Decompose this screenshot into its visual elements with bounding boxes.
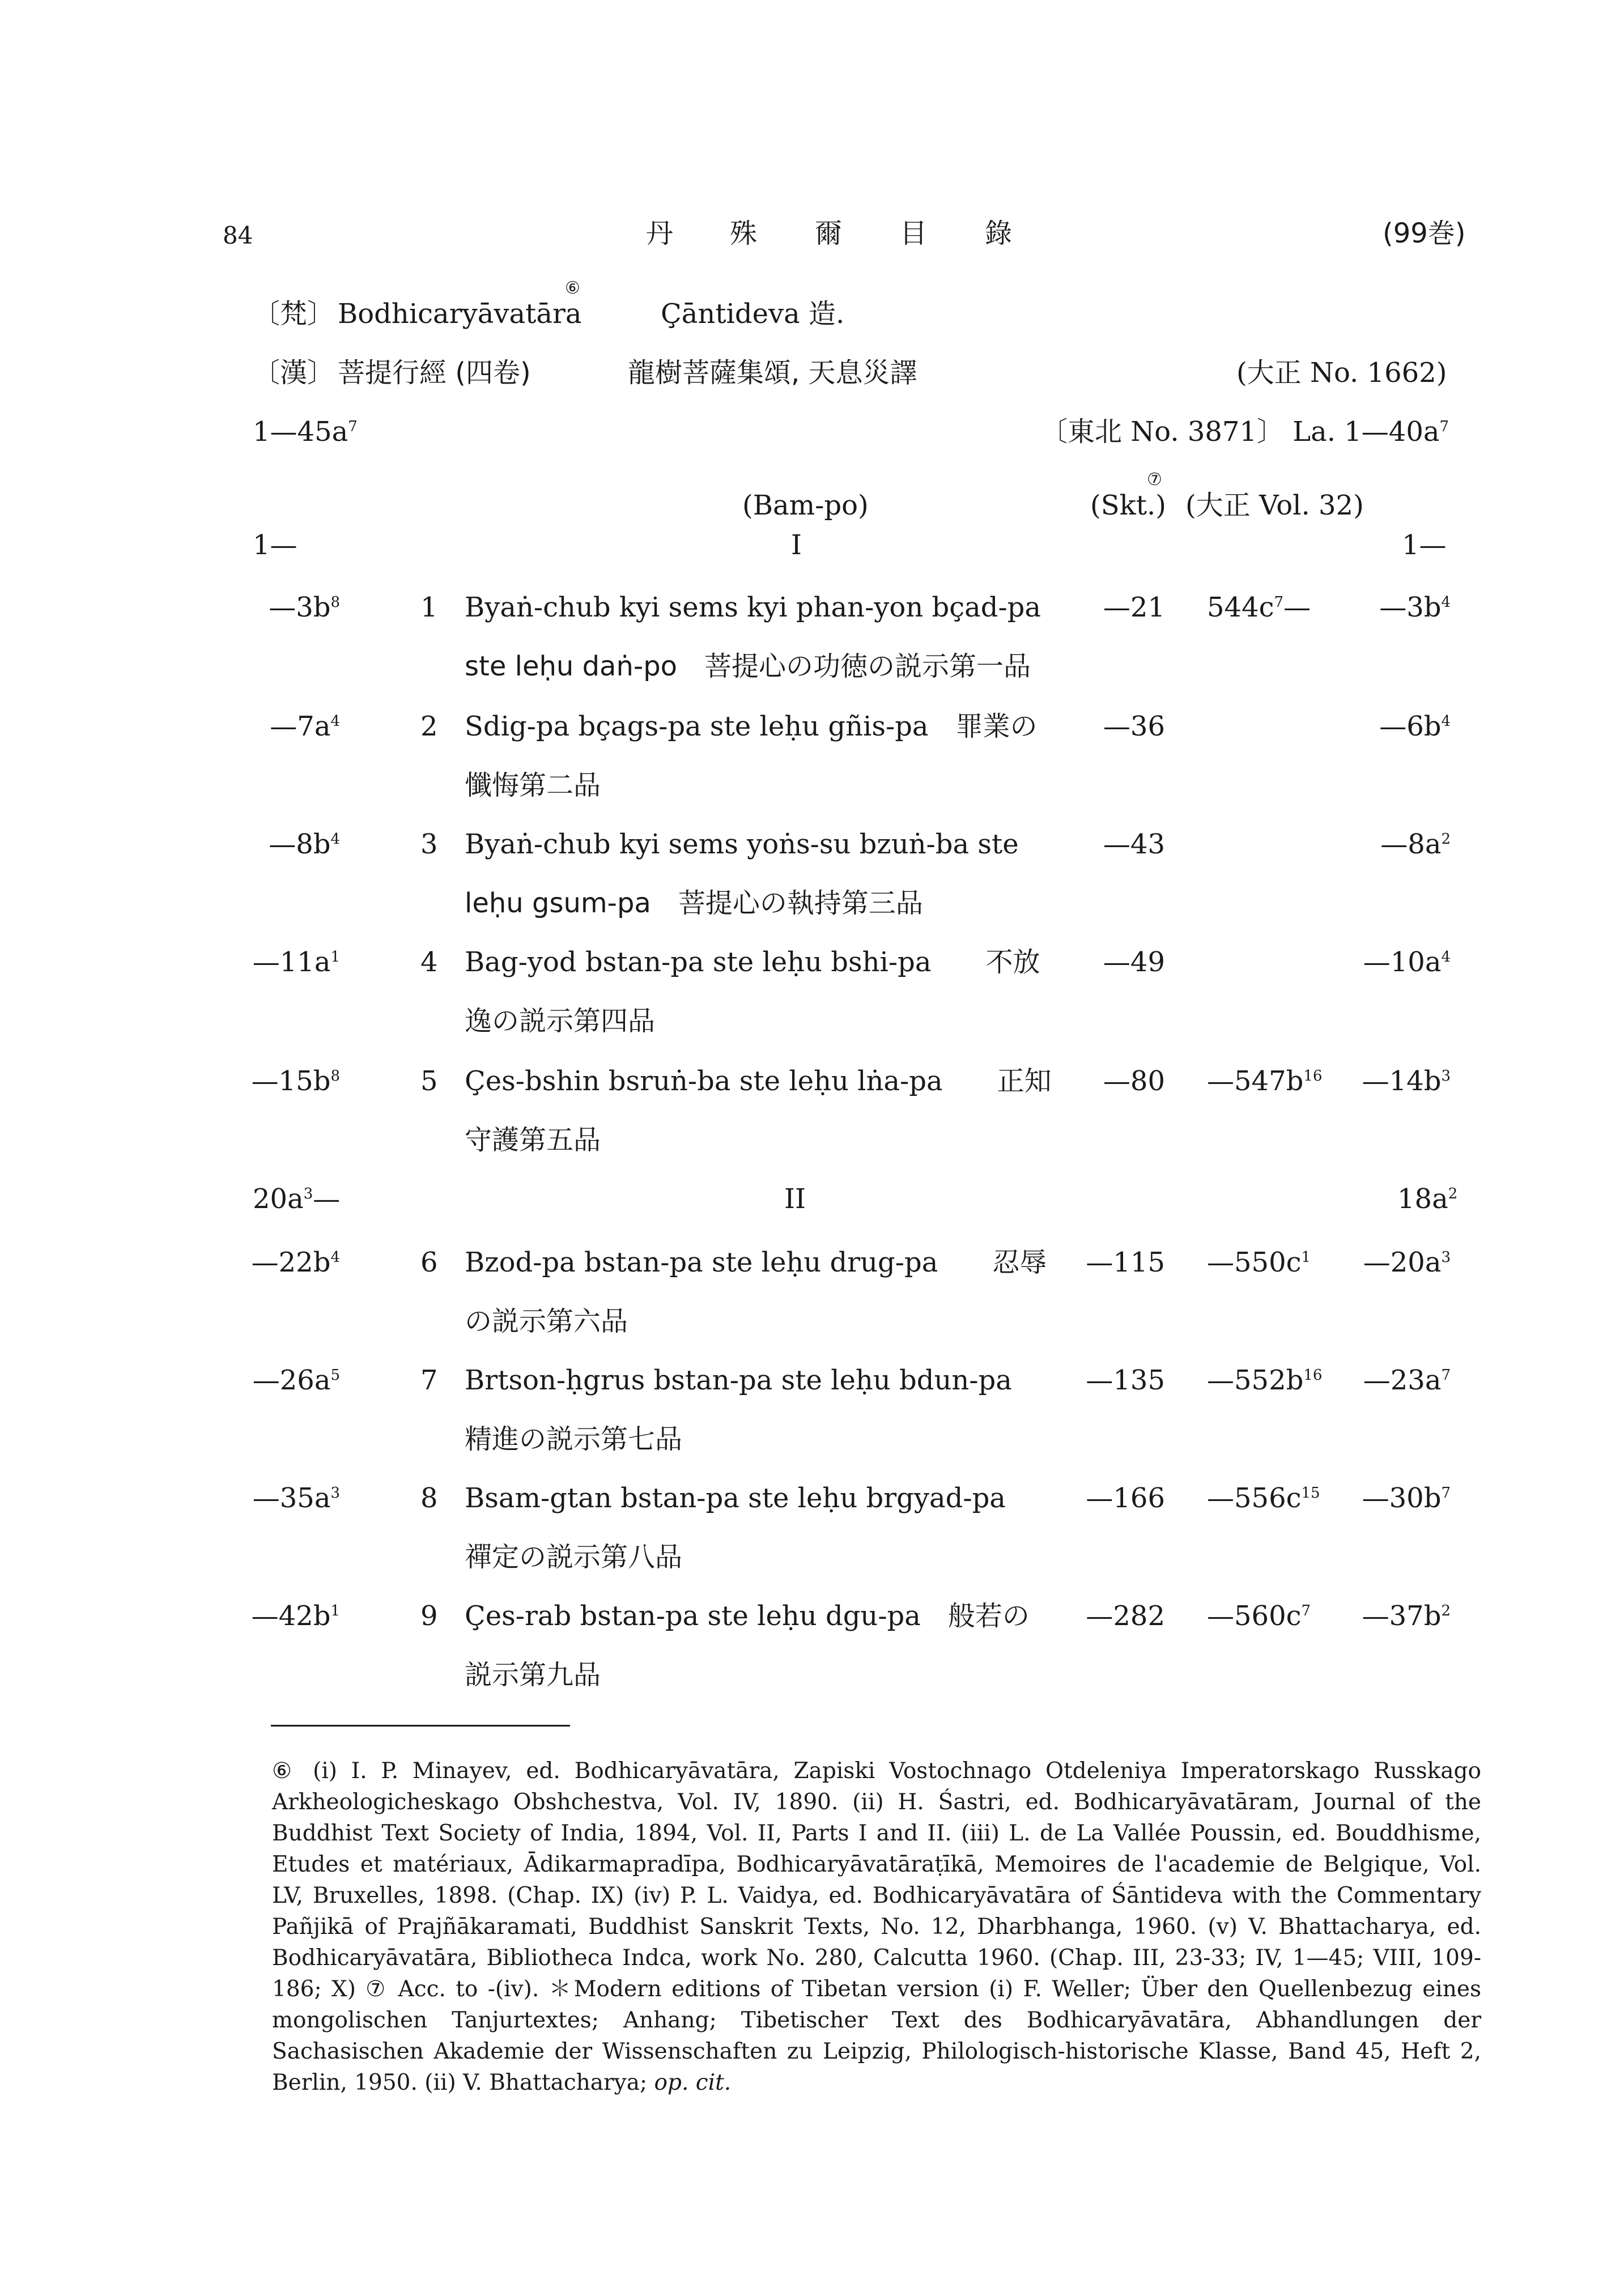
row-folio: $—15b^8$ (251, 1065, 340, 1097)
row-taisho: $—550c^1$ (1207, 1247, 1311, 1278)
skt-bracket: 〔梵〕 (253, 298, 335, 330)
bampo-1-start: 1— (253, 529, 297, 561)
row-skt: —36 (1103, 711, 1165, 742)
row-la: $—30b^7$ (1362, 1482, 1451, 1514)
row-skt: —135 (1086, 1364, 1165, 1396)
page-number: 84 (223, 222, 253, 249)
title-char: 錄 (985, 218, 1013, 249)
bampo-2-la: $18a^2$ (1397, 1183, 1458, 1215)
row-skt: —115 (1086, 1247, 1165, 1278)
row-title-line1: Bzod-pa bstan-pa ste leḥu drug-pa 忍辱 (465, 1247, 1047, 1278)
taisho-number: (大正 No. 1662) (1236, 357, 1447, 389)
row-folio: $—7a^4$ (270, 711, 340, 742)
row-title-line1: Çes-bshin bsruṅ-ba ste leḥu lṅa-pa 正知 (465, 1065, 1052, 1097)
row-skt: —49 (1103, 946, 1165, 978)
row-title-line1: Bsam-gtan bstan-pa ste leḥu brgyad-pa (465, 1482, 1006, 1514)
row-skt: —21 (1103, 592, 1165, 623)
bampo-2-start: $20a^3—$ (253, 1183, 341, 1215)
volume-label: (99巻) (1383, 218, 1466, 249)
row-title-line1: Sdig-pa bçags-pa ste leḥu gñis-pa 罪業の (465, 711, 1038, 742)
row-taisho: $—560c^7$ (1207, 1600, 1311, 1632)
row-title-line2: の説示第六品 (465, 1306, 628, 1337)
row-taisho: $—556c^{15}$ (1207, 1482, 1320, 1514)
row-skt: —166 (1086, 1482, 1165, 1514)
folio-range (253, 414, 358, 450)
row-number: 8 (420, 1482, 438, 1514)
footnote-end: op. cit. (654, 2070, 732, 2095)
row-title-line2: 懺悔第二品 (465, 769, 601, 801)
chn-bracket: 〔漢〕 (253, 357, 335, 389)
row-la: $—8a^2$ (1380, 828, 1451, 860)
skt-column-header: (Skt.) (1090, 490, 1166, 521)
row-number: 6 (420, 1247, 438, 1278)
row-title-line2: leḥu gsum-pa 菩提心の執持第三品 (465, 887, 923, 919)
row-la: $—20a^3$ (1363, 1247, 1451, 1278)
title-char: 殊 (730, 218, 758, 249)
row-la: $—3b^4$ (1379, 592, 1451, 623)
row-la: $—37b^2$ (1362, 1600, 1451, 1632)
row-skt: —43 (1103, 828, 1165, 860)
row-number: 5 (420, 1065, 438, 1097)
title-char: 爾 (815, 218, 843, 249)
row-folio: $—22b^4$ (251, 1247, 340, 1278)
skt-title: Bodhicaryāvatāra (338, 298, 582, 330)
row-number: 7 (420, 1364, 438, 1396)
row-number: 1 (420, 592, 438, 623)
bampo-1-label: I (791, 529, 802, 561)
row-folio: $—26a^5$ (252, 1364, 340, 1396)
row-title-line2: 説示第九品 (465, 1659, 601, 1691)
row-number: 3 (420, 828, 438, 860)
skt-author: Çāntideva 造. (661, 298, 845, 330)
row-title-line1: Bag-yod bstan-pa ste leḥu bshi-pa 不放 (465, 946, 1040, 978)
row-taisho: $544c^7—$ (1207, 592, 1311, 623)
row-folio: $—3b^8$ (269, 592, 340, 623)
row-title-line1: Byaṅ-chub kyi sems yoṅs-su bzuṅ-ba ste (465, 828, 1019, 860)
taisho-vol-header: (大正 Vol. 32) (1185, 490, 1364, 521)
row-number: 4 (420, 946, 438, 978)
row-folio: $—42b^1$ (251, 1600, 340, 1632)
row-la: $—10a^4$ (1363, 946, 1451, 978)
row-number: 9 (420, 1600, 438, 1632)
footnote-text: ⑥ (i) I. P. Minayev, ed. Bodhicaryāvatāra, Zapiski Vostochnago Otdeleniya Imperatorskago Russkago Arkheologicheskago Obshchestva, Vol. IV, 1890. (ii) H. Śastri, ed. Bodhicaryāvatāram, Journal of the Buddhist Text Society of India, 1894, Vol. II, Parts I and II. (iii) L. de La Vallée Poussin, ed. Bouddhisme, Etudes et matériaux, Ādikarmapradīpa, Bodhicaryāvatāraṭīkā, Memoires de l'academie de Belgique, Vol. LV, Bruxelles, 1898. (Chap. IX) (iv) P. L. Vaidya, ed. Bodhicaryāvatāra of Śāntideva with the Commentary Pañjikā of Prajñākaramati, Buddhist Sanskrit Texts, No. 12, Dharbhanga, 1960. (v) V. Bhattacharya, ed. Bodhicaryāvatāra, Bibliotheca Indca, work No. 280, Calcutta 1960. (Chap. III, 23-33; IV, 1—45; VIII, 109-186; X) ⑦ Acc. to -(iv). ＊Modern editions of Tibetan version (i) F. Weller; Über den Quellenbezug eines mongolischen Tanjurtextes; Anhang; Tibetischer Text des Bodhicaryāvatāra, Abhandlungen der Sachasischen Akademie der Wissenschaften zu Leipzig, Philologisch-historische Klasse, Band 45, Heft 2, Berlin, 1950. (ii) V. Bhattacharya; (272, 1758, 1481, 2095)
row-folio: $—8b^4$ (269, 828, 340, 860)
row-taisho: $—547b^{16}$ (1207, 1065, 1323, 1097)
row-title-line2: 逸の説示第四品 (465, 1005, 656, 1037)
folio-range-sup: 7 (348, 418, 358, 435)
bampo-2-label: II (784, 1183, 806, 1215)
folio-range-text: 1—45a (253, 416, 348, 448)
bampo-header: (Bam-po) (742, 490, 869, 521)
row-title-line2: ste leḥu daṅ-po 菩提心の功徳の説示第一品 (465, 650, 1031, 682)
footnote-rule (271, 1725, 570, 1727)
row-skt: —80 (1103, 1065, 1165, 1097)
row-title-line1: Brtson-ḥgrus bstan-pa ste leḥu bdun-pa (465, 1364, 1012, 1396)
chn-translator: 龍樹菩薩集頌, 天息災譯 (628, 357, 917, 389)
row-skt: —282 (1086, 1600, 1165, 1632)
title-char: 目 (900, 218, 928, 249)
row-title-line2: 禪定の説示第八品 (465, 1541, 683, 1573)
row-title-line2: 守護第五品 (465, 1124, 601, 1156)
row-la: $—23a^7$ (1363, 1364, 1451, 1396)
row-title-line1: Çes-rab bstan-pa ste leḥu dgu-pa 般若の (465, 1600, 1030, 1632)
tohoku-ref-sup: 7 (1439, 418, 1449, 435)
row-la: $—14b^3$ (1362, 1065, 1451, 1097)
tohoku-ref (1040, 414, 1449, 450)
row-folio: $—11a^1$ (252, 946, 340, 978)
row-title-line1: Byaṅ-chub kyi sems kyi phan-yon bçad-pa (465, 592, 1041, 623)
bampo-1-la: 1— (1402, 529, 1447, 561)
chn-title: 菩提行經 (四卷) (338, 357, 531, 389)
row-la: $—6b^4$ (1379, 711, 1451, 742)
note-7-marker: ⑦ (1147, 470, 1162, 490)
footnote (272, 1755, 1481, 2098)
note-6-marker: ⑥ (565, 278, 580, 298)
row-number: 2 (420, 711, 438, 742)
title-char: 丹 (646, 218, 674, 249)
tohoku-ref-text: 〔東北 No. 3871〕 La. 1—40a (1040, 416, 1440, 448)
row-taisho: $—552b^{16}$ (1207, 1364, 1323, 1396)
row-title-line2: 精進の説示第七品 (465, 1423, 683, 1455)
row-folio: $—35a^3$ (252, 1482, 340, 1514)
